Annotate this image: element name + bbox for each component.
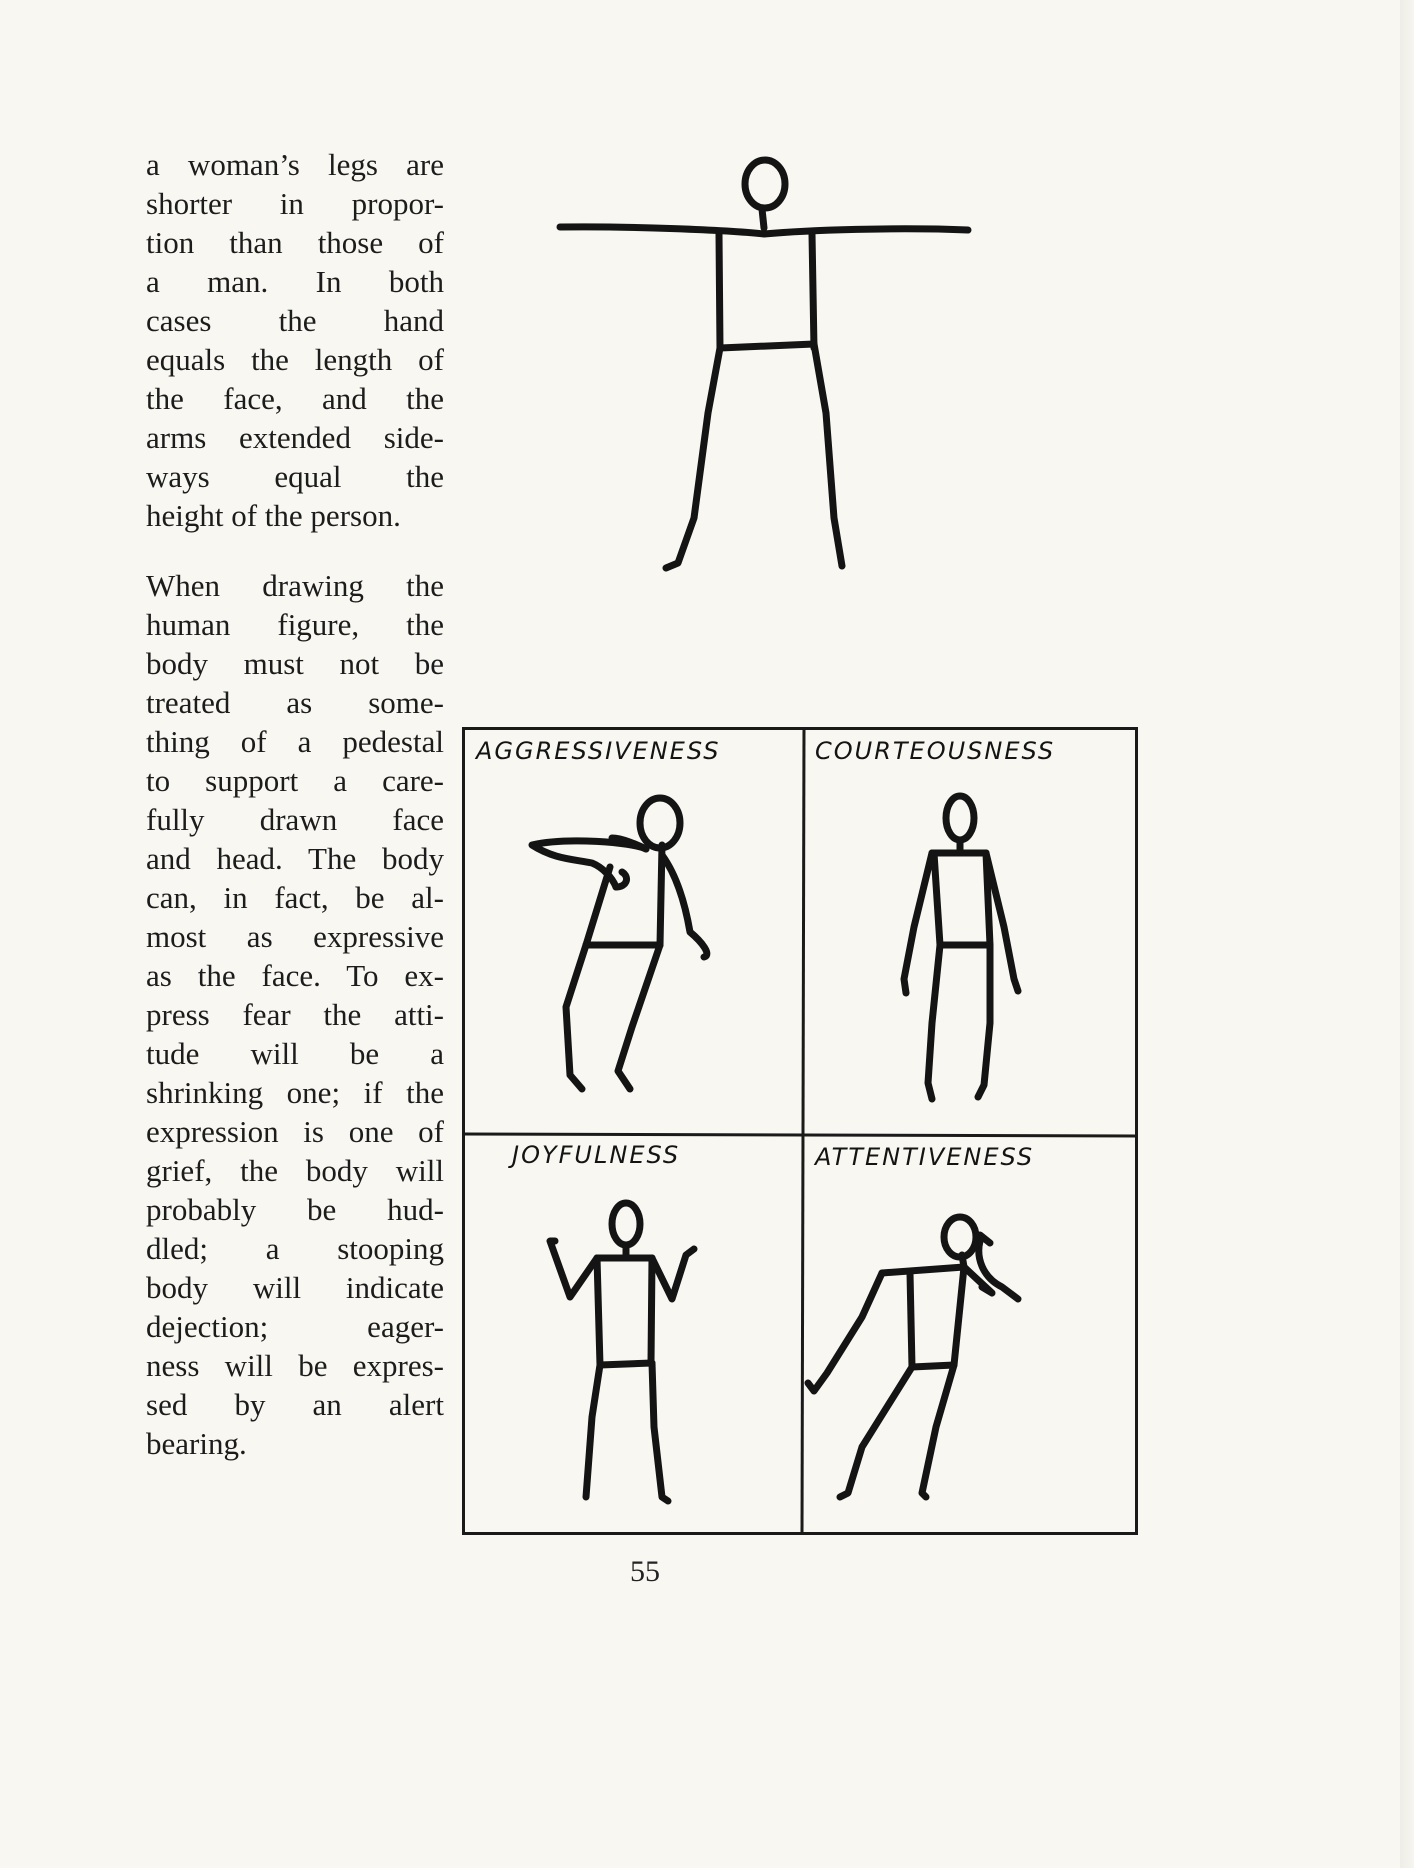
text-line: most as expressive [146,919,444,954]
text-line: bearing. [146,1426,247,1461]
text-line: dled; a stooping [146,1231,444,1266]
text-line: to support a care- [146,763,444,798]
paragraph-proportions [146,145,444,535]
panel-grid-lines [462,727,1138,1535]
text-line: can, in fact, be al- [146,880,444,915]
stick-figure-arms-extended [548,148,988,588]
text-line: body will indicate [146,1270,444,1305]
text-line: human figure, the [146,607,444,642]
text-line: height of the person. [146,498,401,533]
text-line: ways equal the [146,459,444,494]
paragraph-expression [146,566,444,1463]
text-line: press fear the atti- [146,997,444,1032]
text-line: and head. The body [146,841,444,876]
text-line: grief, the body will [146,1153,444,1188]
text-line: equals the length of [146,342,444,377]
stick-figure-joyfulness [550,1203,694,1501]
text-line: body must not be [146,646,444,681]
text-line: thing of a pedestal [146,724,444,759]
text-line: a woman’s legs are [146,147,444,182]
page-edge-shadow [1400,0,1414,1868]
text-line: tude will be a [146,1036,444,1071]
text-line: as the face. To ex- [146,958,444,993]
stick-figure-courteousness [904,796,1018,1099]
text-line: expression is one of [146,1114,444,1149]
body-text-column [146,145,444,1463]
text-line: shorter in propor- [146,186,444,221]
text-line: fully drawn face [146,802,444,837]
text-line: ness will be expres- [146,1348,444,1383]
text-line: treated as some- [146,685,444,720]
panel-label-attentiveness: ATTENTIVENESS [815,1143,1035,1171]
text-line: dejection; eager- [146,1309,444,1344]
text-line: the face, and the [146,381,444,416]
text-line: When drawing the [146,568,444,603]
panel-label-joyfulness: JOYFULNESS [512,1141,681,1169]
text-line: arms extended side- [146,420,444,455]
expression-panels-grid [462,727,1138,1535]
panel-label-courteousness: COURTEOUSNESS [815,737,1056,765]
page-number: 55 [630,1555,660,1588]
text-line: sed by an alert [146,1387,444,1422]
text-line: tion than those of [146,225,444,260]
text-line: cases the hand [146,303,444,338]
text-line: a man. In both [146,264,444,299]
text-line: probably be hud- [146,1192,444,1227]
stick-figure-attentiveness [808,1217,1018,1497]
panel-label-aggressiveness: AGGRESSIVENESS [476,737,721,765]
text-line: shrinking one; if the [146,1075,444,1110]
stick-figure-aggressiveness [532,798,707,1089]
